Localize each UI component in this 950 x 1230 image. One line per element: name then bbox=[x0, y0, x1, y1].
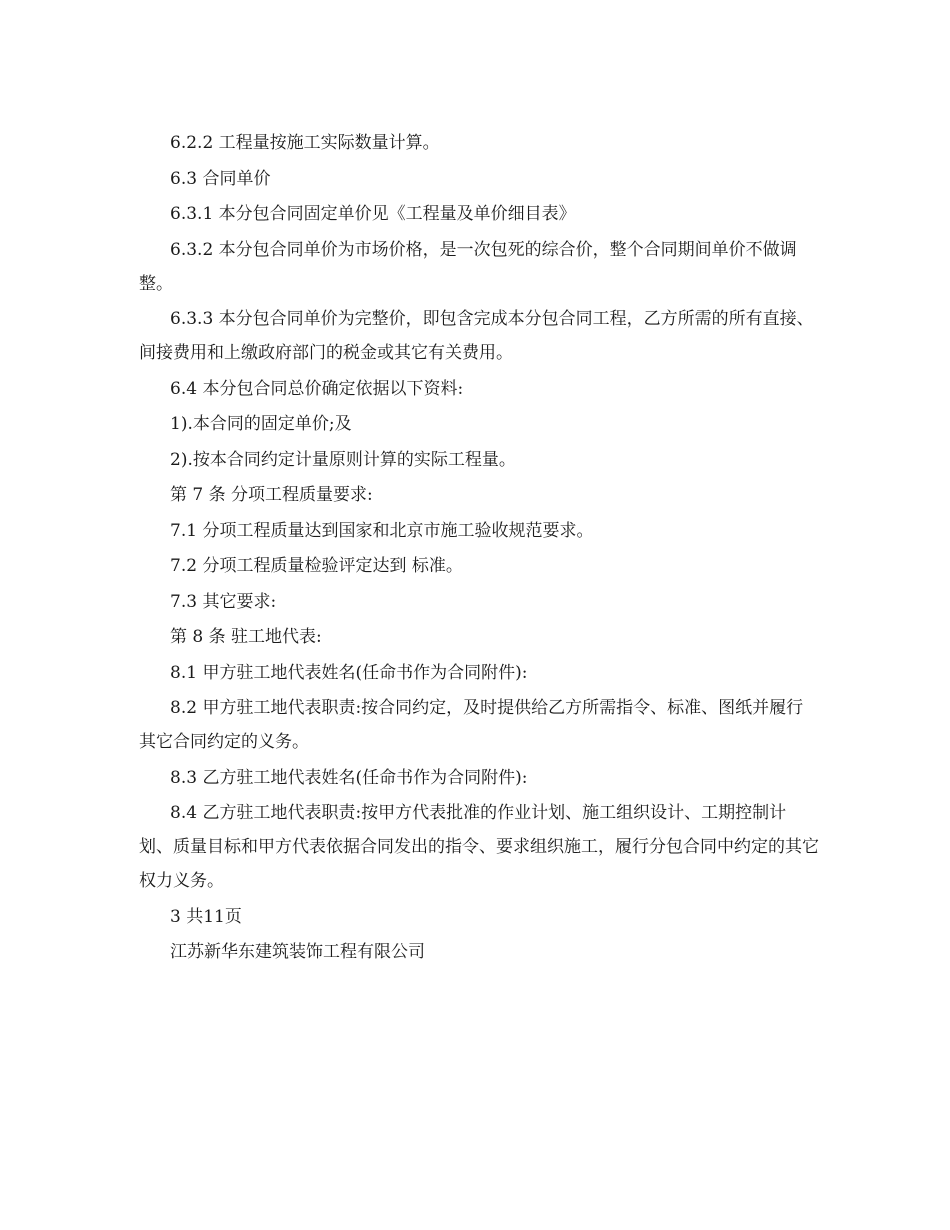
clause-8-1: 8.1 甲方驻工地代表姓名(任命书作为合同附件): bbox=[170, 662, 528, 683]
clause-8-3: 8.3 乙方驻工地代表姓名(任命书作为合同附件): bbox=[170, 767, 528, 788]
article-7-heading: 第 7 条 分项工程质量要求: bbox=[170, 485, 373, 505]
clause-6-2-2: 6.2.2 工程量按施工实际数量计算。 bbox=[170, 133, 440, 153]
clause-6-3-3: 6.3.3 本分包合同单价为完整价，即包含完成本分包合同工程，乙方所需的所有直接、间接费用和上缴政府部门的税金或其它有关费用。 bbox=[139, 309, 814, 363]
clause-7-2: 7.2 分项工程质量检验评定达到 标准。 bbox=[170, 556, 463, 576]
list-item-2: 2).按本合同约定计量原则计算的实际工程量。 bbox=[170, 449, 516, 470]
clause-7-3: 7.3 其它要求: bbox=[170, 591, 277, 612]
list-item-1: 1).本合同的固定单价;及 bbox=[170, 414, 352, 434]
clause-7-1: 7.1 分项工程质量达到国家和北京市施工验收规范要求。 bbox=[170, 520, 594, 541]
clause-6-4: 6.4 本分包合同总价确定依据以下资料: bbox=[170, 378, 464, 399]
clause-6-3-1: 6.3.1 本分包合同固定单价见《工程量及单价细目表》 bbox=[170, 204, 576, 224]
company-name: 江苏新华东建筑装饰工程有限公司 bbox=[170, 942, 425, 962]
clause-8-2: 8.2 甲方驻工地代表职责:按合同约定，及时提供给乙方所需指令、标准、图纸并履行其它合同约定的义务。 bbox=[139, 698, 804, 752]
clause-6-3-heading: 6.3 合同单价 bbox=[170, 168, 271, 189]
document-body bbox=[139, 126, 819, 971]
clause-8-4: 8.4 乙方驻工地代表职责:按甲方代表批准的作业计划、施工组织设计、工期控制计划、质量目标和甲方代表依据合同发出的指令、要求组织施工，履行分包合同中约定的其它权力义务。 bbox=[139, 803, 819, 891]
article-8-heading: 第 8 条 驻工地代表: bbox=[170, 627, 322, 647]
page-number: 3 共11页 bbox=[170, 906, 242, 927]
clause-6-3-2: 6.3.2 本分包合同单价为市场价格，是一次包死的综合价，整个合同期间单价不做调整。 bbox=[139, 239, 797, 294]
